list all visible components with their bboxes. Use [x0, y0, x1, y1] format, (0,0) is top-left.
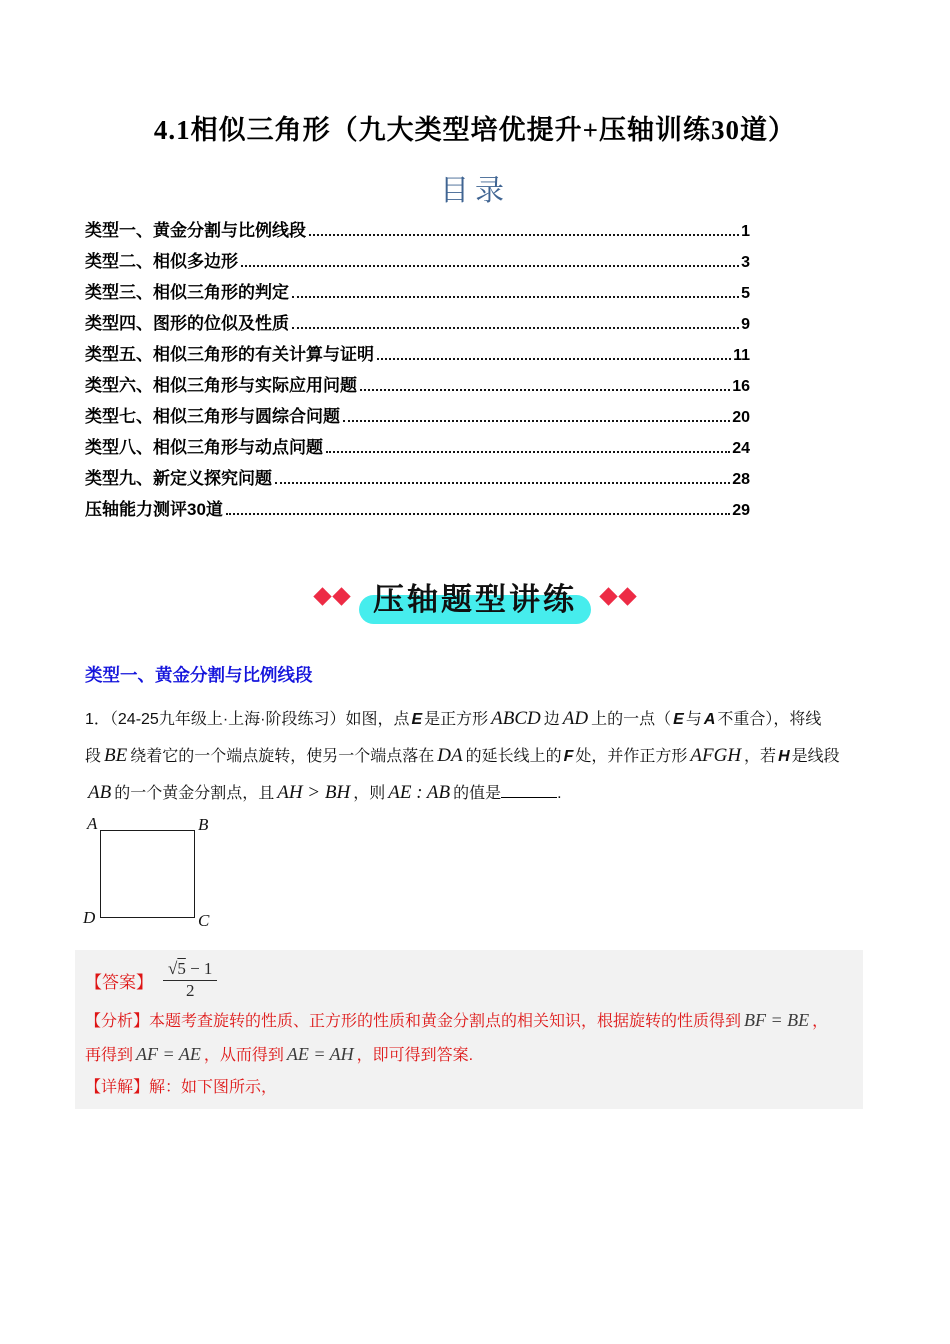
- toc-item-5[interactable]: [85, 340, 750, 371]
- toc-item-label: 类型一、黄金分割与比例线段: [85, 221, 306, 240]
- problem-1-text: [85, 701, 869, 812]
- text-run: ABCD: [491, 708, 541, 729]
- text-run: 处，并作正方形: [575, 748, 688, 765]
- text-run: 上的一点（: [591, 711, 672, 728]
- text-run: DA: [437, 745, 463, 766]
- text-run: F: [563, 748, 574, 765]
- toc-item-label: 压轴能力测评30道: [85, 500, 223, 519]
- text-run: ，从而得到: [203, 1047, 284, 1064]
- vertex-label-a: A: [87, 814, 98, 833]
- toc-page-number: 9: [741, 316, 750, 333]
- text-run: 与: [685, 711, 702, 728]
- toc-item-8[interactable]: [85, 433, 750, 464]
- banner-title: 压轴题型讲练: [373, 581, 577, 617]
- category-heading: 类型一、黄金分割与比例线段: [85, 665, 313, 685]
- analysis-line-2: [85, 1038, 853, 1072]
- toc-item-9[interactable]: [85, 464, 750, 495]
- toc-heading: 目录: [439, 175, 510, 207]
- toc-leader-dots: [275, 482, 730, 484]
- text-run: 的一个黄金分割点，且: [114, 785, 275, 802]
- toc-page-number: 3: [741, 254, 750, 271]
- fraction-denominator: 2: [185, 981, 195, 1000]
- text-run: E: [673, 711, 684, 728]
- toc-page-number: 5: [741, 285, 750, 302]
- text-run: AD: [562, 708, 589, 729]
- answer-label: 【答案】: [85, 972, 153, 992]
- toc-page-number: 1: [741, 223, 750, 240]
- problem-line-1: [85, 701, 869, 738]
- toc-leader-dots: [226, 513, 730, 515]
- toc-leader-dots: [326, 451, 730, 453]
- text-run: 【分析】本题考查旋转的性质、正方形的性质和黄金分割点的相关知识，根据旋转的性质得到: [85, 1013, 742, 1030]
- answer-row: [85, 956, 853, 1004]
- text-run: 再得到: [85, 1047, 134, 1064]
- toc-item-label: 类型五、相似三角形的有关计算与证明: [85, 345, 374, 364]
- text-run: 段: [85, 748, 102, 765]
- text-run: 不重合），将线: [717, 711, 822, 728]
- radicand: 5: [177, 958, 186, 978]
- fraction-numerator: [163, 959, 217, 981]
- square-outline: [100, 830, 195, 918]
- diamond-icon: [313, 587, 331, 605]
- numerator-rest: − 1: [185, 958, 213, 978]
- text-run: AFGH: [690, 745, 742, 766]
- vertex-label-c: C: [198, 911, 210, 930]
- text-run: 绕着它的一个端点旋转，使另一个端点落在: [130, 748, 435, 765]
- text-run: [501, 785, 557, 798]
- text-run: 的值是: [453, 785, 502, 802]
- toc-item-6[interactable]: [85, 371, 750, 402]
- toc-item-label: 类型二、相似多边形: [85, 252, 238, 271]
- toc-page-number: 29: [732, 502, 750, 519]
- toc-item-4[interactable]: [85, 309, 750, 340]
- table-of-contents: [85, 216, 750, 526]
- text-run: BE: [104, 745, 128, 766]
- toc-page-number: 11: [733, 347, 750, 364]
- text-run: AF = AE: [136, 1044, 201, 1064]
- diamond-icon: [618, 587, 636, 605]
- toc-page-number: 28: [732, 471, 750, 488]
- square-figure: [83, 814, 325, 934]
- diamond-icon: [332, 587, 350, 605]
- answer-fraction: [163, 959, 217, 1002]
- detail-line: [85, 1075, 853, 1101]
- problem-line-3: [85, 775, 869, 812]
- toc-leader-dots: [241, 265, 739, 267]
- text-run: AB: [88, 782, 112, 803]
- text-run: 的延长线上的: [465, 748, 562, 765]
- vertex-label-b: B: [198, 815, 209, 834]
- text-run: ，若: [744, 748, 777, 765]
- text-run: ，即可得到答案.: [356, 1047, 474, 1064]
- toc-item-10[interactable]: [85, 495, 750, 526]
- text-run: E: [411, 711, 423, 728]
- toc-item-3[interactable]: [85, 278, 750, 309]
- analysis-line-1: [85, 1004, 853, 1038]
- toc-leader-dots: [292, 327, 739, 329]
- toc-item-label: 类型三、相似三角形的判定: [85, 283, 289, 302]
- toc-leader-dots: [360, 389, 730, 391]
- diamond-icon: [599, 587, 617, 605]
- toc-page-number: 24: [732, 440, 750, 457]
- toc-leader-dots: [377, 358, 731, 360]
- toc-item-2[interactable]: [85, 247, 750, 278]
- solution-block: [75, 950, 863, 1109]
- vertex-label-d: D: [83, 908, 96, 927]
- toc-item-label: 类型九、新定义探究问题: [85, 469, 272, 488]
- text-run: BF = BE: [744, 1010, 810, 1030]
- text-run: ，则: [353, 785, 386, 802]
- banner-title-wrap: [365, 574, 585, 619]
- text-run: 边: [543, 711, 560, 728]
- text-run: 【详解】解：如下图所示，: [85, 1079, 278, 1096]
- radical-sign: √: [168, 958, 178, 978]
- toc-leader-dots: [292, 296, 739, 298]
- toc-item-label: 类型八、相似三角形与动点问题: [85, 438, 323, 457]
- section-banner: [0, 572, 950, 620]
- toc-item-7[interactable]: [85, 402, 750, 433]
- text-run: AE = AH: [286, 1044, 354, 1064]
- text-run: 是正方形: [424, 711, 489, 728]
- text-run: 是线段: [791, 748, 840, 765]
- text-run: H: [778, 748, 790, 765]
- text-run: ，: [812, 1013, 829, 1030]
- text-run: .: [557, 785, 562, 802]
- toc-item-label: 类型六、相似三角形与实际应用问题: [85, 376, 357, 395]
- text-run: AE : AB: [388, 782, 451, 803]
- toc-page-number: 20: [732, 409, 750, 426]
- text-run: AH > BH: [277, 782, 351, 803]
- toc-page-number: 16: [732, 378, 750, 395]
- toc-item-label: 类型四、图形的位似及性质: [85, 314, 289, 333]
- text-run: 1．（24-25九年级上·上海·阶段练习）如图，点: [85, 711, 410, 728]
- toc-item-1[interactable]: [85, 216, 750, 247]
- toc-leader-dots: [309, 234, 739, 236]
- toc-leader-dots: [343, 420, 730, 422]
- problem-line-2: [85, 738, 869, 775]
- toc-item-label: 类型七、相似三角形与圆综合问题: [85, 407, 340, 426]
- text-run: A: [703, 711, 716, 728]
- page-title: 4.1相似三角形（九大类型培优提升+压轴训练30道）: [153, 115, 797, 145]
